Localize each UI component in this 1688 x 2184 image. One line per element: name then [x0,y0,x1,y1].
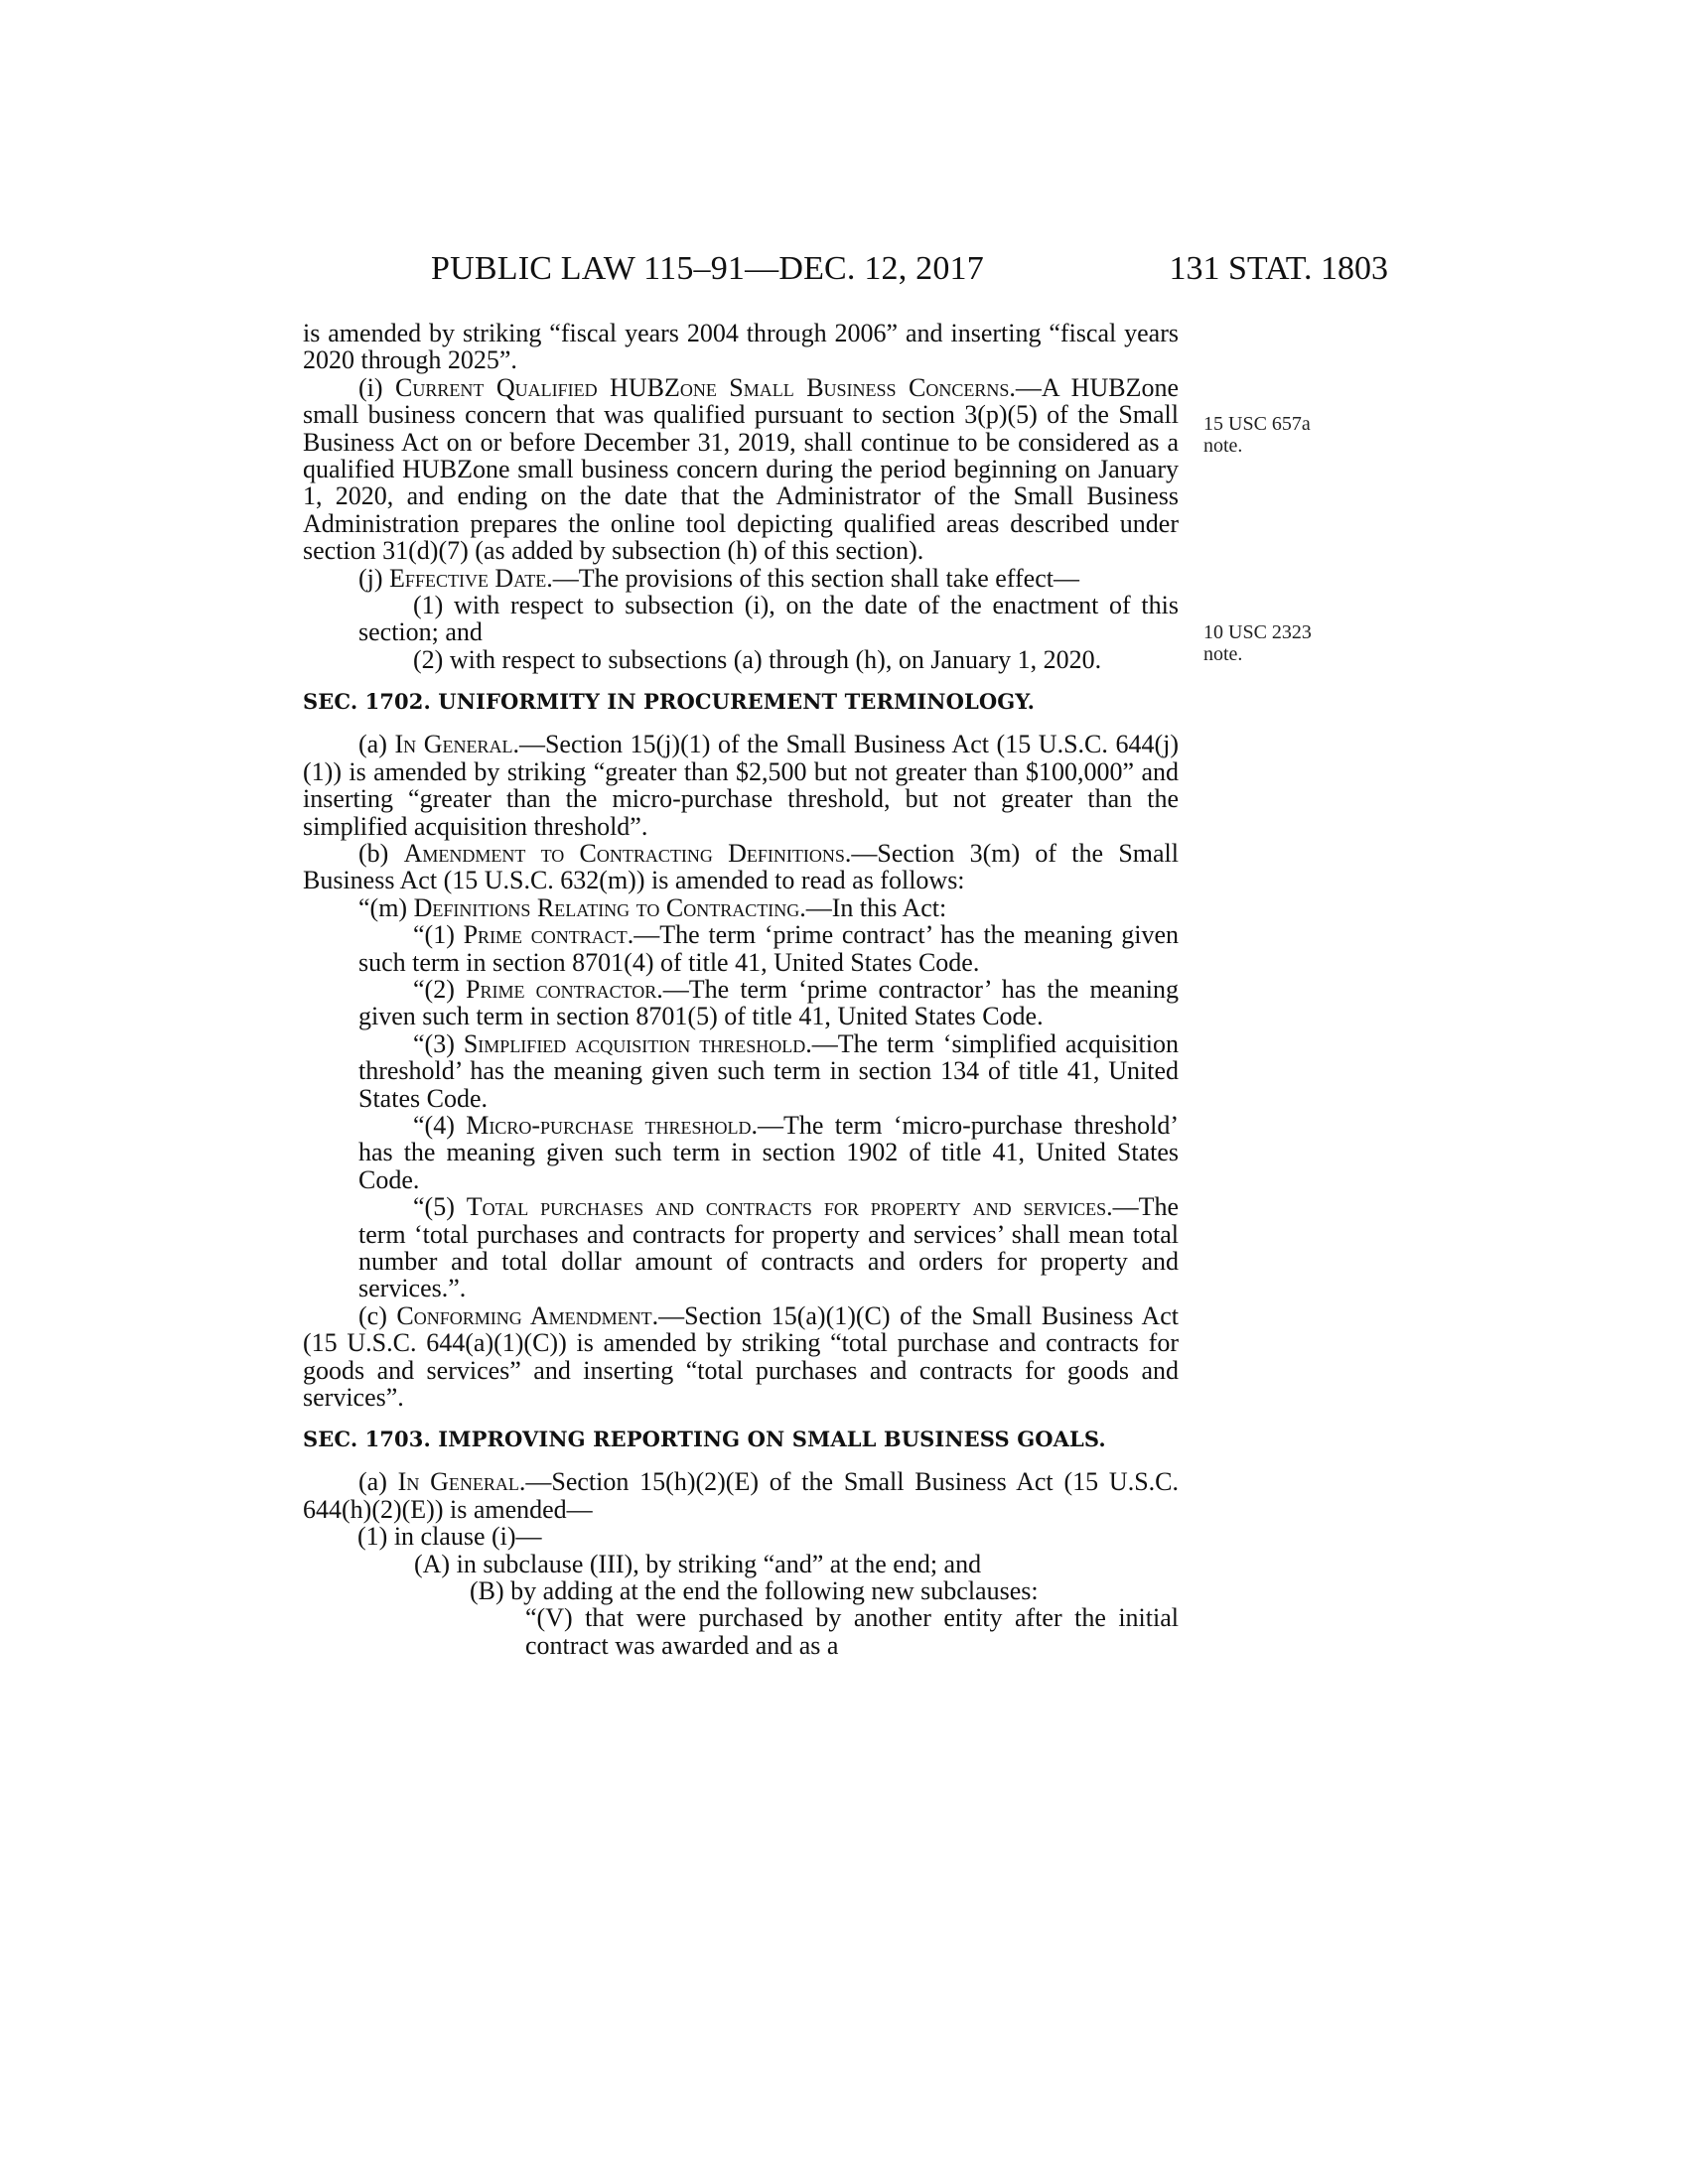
sec1702-b-lead: (b) [358,838,404,868]
def-5-lead: “(5) [413,1192,467,1222]
def-5-text: .—The term ‘total purchases and contracts for property and services’ shall mean total number and total dollar amount of contracts and orders for property and services.”. [358,1192,1179,1303]
subsection-j-paragraph-1: (1) with respect to subsection (i), on the date of the enactment of this section; and [358,591,1179,647]
sec1702-a-lead: (a) [358,730,395,759]
def-2-text: .—The term ‘prime contractor’ has the meaning given such term in section 8701(5) of title 41, United States Code. [358,974,1179,1031]
def-3-heading: Simplified acquisition threshold [463,1028,806,1058]
margin-note-1 [1203,413,1342,457]
sec1702-a-heading: In General [394,730,513,759]
sec1703-a-text: .—Section 15(h)(2)(E) of the Small Business Act (15 U.S.C. 644(h)(2)(E)) is amended— [303,1467,1179,1524]
sec1702-a-text: .—Section 15(j)(1) of the Small Business Act (15 U.S.C. 644(j)(1)) is amended by striking “greater than $2,500 but not greater than $100,000” and inserting “greater than the micro-purchase threshold, but not greater than the simplified acquisition threshold”. [303,730,1180,841]
sec1703-subparagraph-A: (A) in subclause (III), by striking “and” at the end; and [414,1549,982,1578]
sec1702-subsection-a [303,731,1179,840]
sec1703-subclause-V: “(V) that were purchased by another entity after the initial contract was awarded and as a [525,1603,1179,1660]
definition-total-purchases [303,1193,1179,1302]
sec1703-a-heading: In General [397,1467,519,1497]
sec1702-b-text: .—Section 3(m) of the Small Business Act (15 U.S.C. 632(m)) is amended to read as follows: [303,838,1179,895]
def-m-text: .—In this Act: [799,892,947,922]
subsection-i [303,374,1179,565]
def-1-heading: Prime contract [463,920,628,950]
section-1703-heading: SEC. 1703. IMPROVING REPORTING ON SMALL BUSINESS GOALS. [303,1427,1106,1452]
definition-prime-contract [303,921,1179,976]
subsection-j-paragraph-2: (2) with respect to subsections (a) through (h), on January 1, 2020. [413,644,1102,674]
paragraph-continuation: is amended by striking “fiscal years 2004 through 2006” and inserting “fiscal years 2020 through 2025”. [303,319,1179,375]
margin-note-1-line2: note. [1203,435,1243,457]
sec1702-subsection-c [303,1302,1179,1412]
sec1702-c-lead: (c) [358,1300,397,1330]
def-m-heading: Definitions Relating to Contracting [413,892,800,922]
sec1703-subparagraph-B: (B) by adding at the end the following new subclauses: [470,1576,1039,1606]
definition-simplified-acquisition-threshold [303,1030,1179,1112]
sec1702-subsection-b [303,840,1179,894]
def-1-lead: “(1) [413,920,464,950]
margin-note-2-line2: note. [1203,643,1243,665]
sec1703-a-lead: (a) [358,1467,398,1497]
margin-note-2 [1203,621,1342,665]
def-4-lead: “(4) [413,1110,467,1140]
sec1702-c-heading: Conforming Amendment [396,1300,652,1330]
sec1702-b-heading: Amendment to Contracting Definitions [403,838,845,868]
subsection-j-lead: (j) [358,563,390,593]
statute-body [303,320,1179,1659]
def-2-lead: “(2) [413,974,466,1004]
def-m-lead: “(m) [358,892,414,922]
subsection-j [303,565,1179,592]
def-2-heading: Prime contractor [466,974,657,1004]
sec1703-paragraph-1: (1) in clause (i)— [357,1522,542,1552]
section-1702-heading: SEC. 1702. UNIFORMITY IN PROCUREMENT TERMINOLOGY. [303,689,1036,715]
subsection-i-lead: (i) [358,372,396,402]
sec1703-subsection-a [303,1468,1179,1523]
subsection-j-heading: Effective Date [389,563,547,593]
subsection-j-text: .—The provisions of this section shall take effect— [546,563,1079,593]
subsection-i-heading: Current Qualified HUBZone Small Business Concerns [395,372,1010,402]
def-5-heading: Total purchases and contracts for property and services [466,1192,1107,1222]
subsection-i-text: .—A HUBZone small business concern that was qualified pursuant to section 3(p)(5) of the Small Business Act on or before December 31, 2019, shall continue to be considered as a qualified HUBZone small business concern during the period beginning on January 1, 2020, and ending on the date that the Administrator of the Small Business Administration prepares the online tool depicting qualified areas described under section 31(d)(7) (as added by subsection (h) of this section). [303,372,1179,566]
definition-micro-purchase-threshold [303,1112,1179,1193]
def-1-text: .—The term ‘prime contract’ has the meaning given such term in section 8701(4) of title 41, United States Code. [358,920,1179,977]
margin-note-1-line1: 15 USC 657a [1203,413,1311,435]
margin-note-2-line1: 10 USC 2323 [1203,621,1312,643]
def-3-text: .—The term ‘simplified acquisition threshold’ has the meaning given such term in section 134 of title 41, United States Code. [358,1028,1179,1113]
definition-prime-contractor [303,976,1179,1030]
page-header-stat-ref: 131 STAT. 1803 [1169,250,1388,287]
definitions-subsection-m [303,894,1179,921]
def-4-heading: Micro-purchase threshold [466,1110,752,1140]
sec1702-c-text: .—Section 15(a)(1)(C) of the Small Business Act (15 U.S.C. 644(a)(1)(C)) is amended by striking “total purchase and contracts for goods and services” and inserting “total purchases and contracts for goods and services”. [303,1300,1179,1413]
def-4-text: .—The term ‘micro-purchase threshold’ has the meaning given such term in section 1902 of title 41, United States Code. [358,1110,1179,1194]
page-header-title: PUBLIC LAW 115–91—DEC. 12, 2017 [431,250,984,287]
def-3-lead: “(3) [413,1028,464,1058]
